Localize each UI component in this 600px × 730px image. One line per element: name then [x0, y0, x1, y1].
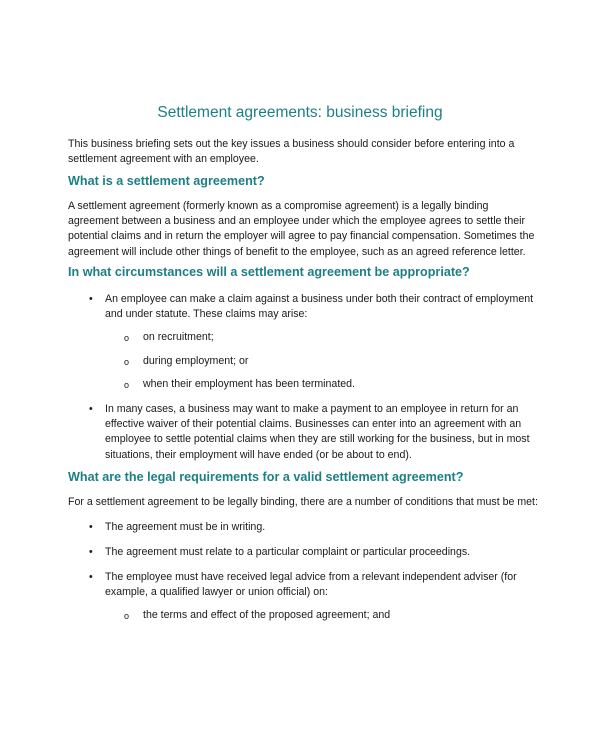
- section-heading-what-is: What is a settlement agreement?: [68, 174, 265, 188]
- list-item: The employee must have received legal advice from a relevant independent adviser (for example, a qualified lawyer or union official) on:: [105, 571, 517, 599]
- sub-bullet-marker: o: [124, 333, 130, 343]
- sub-bullet-marker: o: [124, 357, 130, 367]
- list-item: In many cases, a business may want to make a payment to an employee in return for an effective waiver of their potential claims. Businesses can enter into an agreement with an employee to settle potential claims when they are still working for the business, but in most situations, their employment will have ended (or be about to end).: [105, 403, 530, 461]
- section-heading-circumstances: In what circumstances will a settlement agreement be appropriate?: [68, 265, 470, 279]
- bullet-marker: •: [89, 521, 93, 533]
- sub-bullet-marker: o: [124, 611, 130, 621]
- section-heading-legal-requirements: What are the legal requirements for a valid settlement agreement?: [68, 470, 464, 484]
- intro-paragraph: This business briefing sets out the key issues a business should consider before entering into a settlement agreement with an employee.: [68, 138, 515, 166]
- section-paragraph-what-is: A settlement agreement (formerly known as a compromise agreement) is a legally binding agreement between a business and an employee under which the employee agrees to settle their potential claims and in return the employer will agree to pay financial compensation. Sometimes the agreement will include other things of benefit to the employee, such as an agreed reference letter.: [68, 200, 535, 258]
- list-item: The agreement must relate to a particular complaint or particular proceedings.: [105, 546, 471, 558]
- sub-list-item: on recruitment;: [143, 331, 214, 343]
- list-item: The agreement must be in writing.: [105, 521, 266, 533]
- sub-list-item: the terms and effect of the proposed agreement; and: [143, 609, 391, 621]
- bullet-marker: •: [89, 546, 93, 558]
- list-item: An employee can make a claim against a business under both their contract of employment and under statute. These claims may arise:: [105, 293, 534, 321]
- section-paragraph-legal-requirements: For a settlement agreement to be legally binding, there are a number of conditions that must be met:: [68, 496, 538, 508]
- bullet-marker: •: [89, 293, 93, 305]
- page-title: Settlement agreements: business briefing: [157, 104, 443, 121]
- sub-bullet-marker: o: [124, 380, 130, 390]
- sub-list-item: during employment; or: [143, 355, 249, 367]
- sub-list-item: when their employment has been terminated.: [143, 378, 355, 390]
- bullet-marker: •: [89, 403, 93, 415]
- bullet-marker: •: [89, 571, 93, 583]
